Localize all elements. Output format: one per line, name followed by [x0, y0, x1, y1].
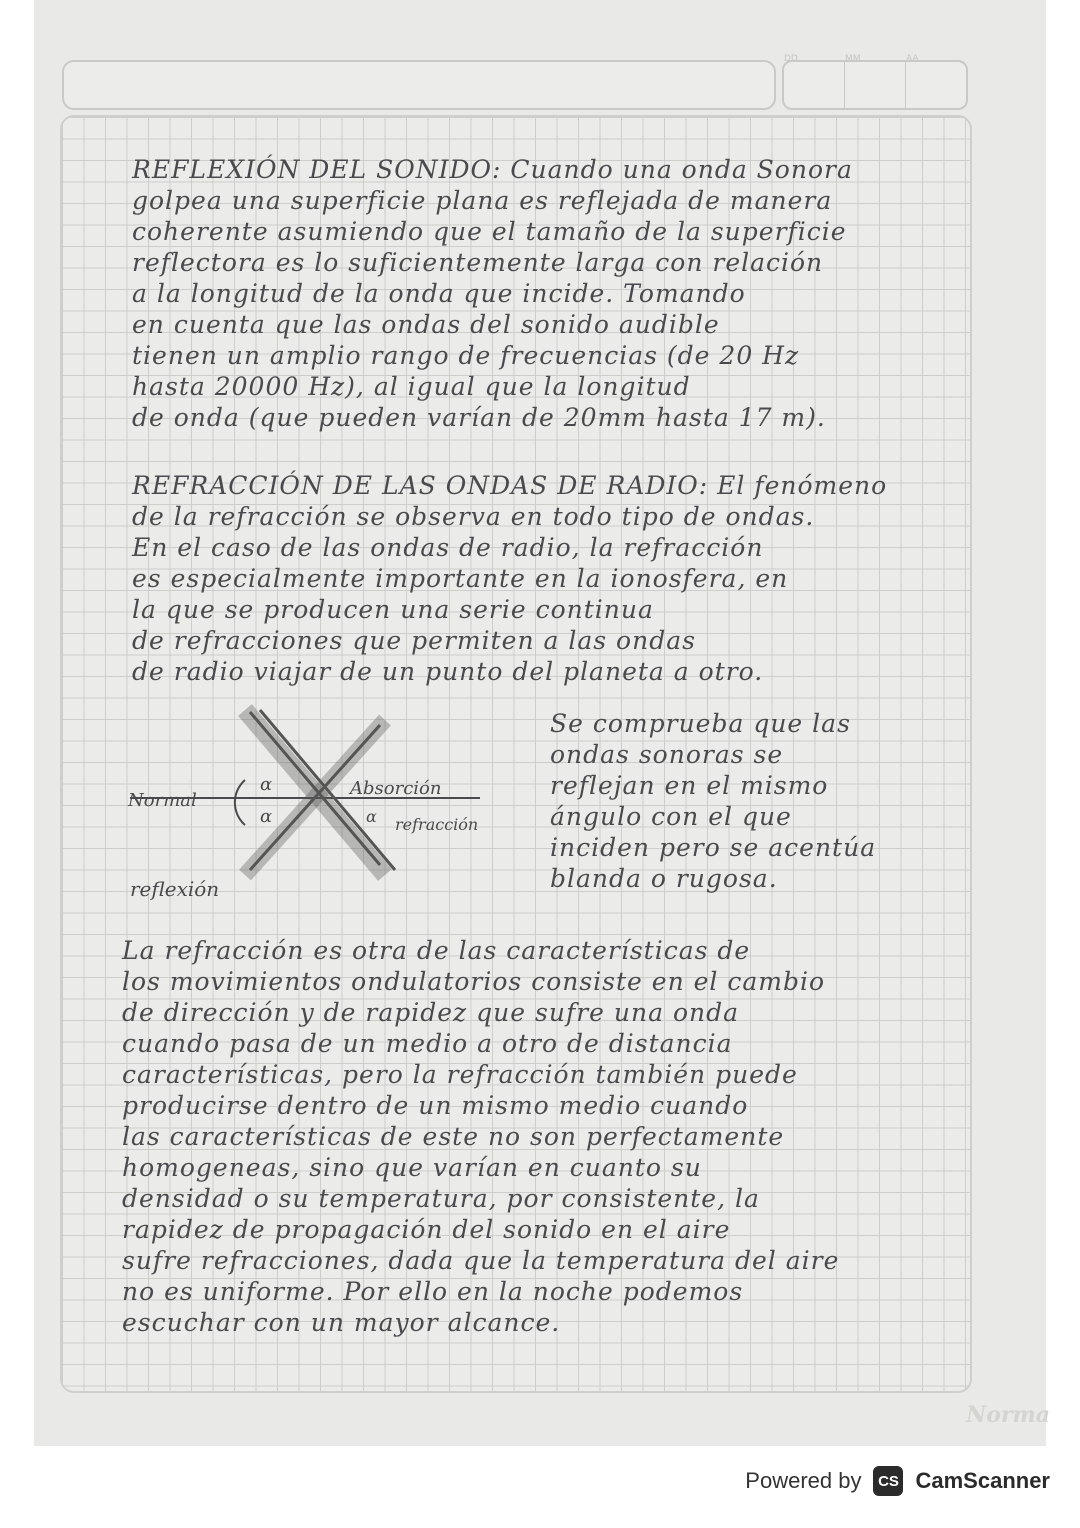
text-line: golpea una superficie plana es reflejada de manera — [132, 186, 833, 215]
paragraph-reflexion-sonido — [132, 154, 962, 433]
text-line: Se comprueba que las — [550, 709, 851, 738]
text-line: ángulo con el que — [550, 802, 792, 831]
date-year-label: AA — [906, 54, 919, 64]
camscanner-icon: CS — [873, 1466, 903, 1496]
powered-by-label: Powered by — [745, 1468, 862, 1493]
text-line: rapidez de propagación del sonido en el aire — [122, 1215, 731, 1244]
title-field — [62, 60, 776, 110]
text-line: coherente asumiendo que el tamaño de la superficie — [132, 217, 847, 246]
text-line: en cuenta que las ondas del sonido audible — [132, 310, 720, 339]
date-day-box — [784, 54, 845, 108]
text-line: de la refracción se observa en todo tipo de ondas. — [132, 502, 815, 531]
text-line: hasta 20000 Hz), al igual que la longitud — [132, 372, 691, 401]
normal-label: Normal — [128, 790, 197, 811]
text-line: características, pero la refracción también puede — [122, 1060, 798, 1089]
text-line: ondas sonoras se — [550, 740, 784, 769]
text-line: es especialmente importante en la ionosfera, en — [132, 564, 789, 593]
text-line: escuchar con un mayor alcance. — [122, 1308, 561, 1337]
text-line: inciden pero se acentúa — [550, 833, 877, 862]
angle-arc — [235, 780, 245, 825]
date-day-label: DD — [784, 54, 798, 64]
text-line: sufre refracciones, dada que la temperatura del aire — [122, 1246, 840, 1275]
notebook-brand-logo: Norma — [966, 1402, 1050, 1428]
reflection-diagram — [110, 700, 530, 910]
angle-symbol-top: α — [260, 774, 273, 795]
text-line: reflectora es lo suficientemente larga con relación — [132, 248, 824, 277]
text-line: La refracción es otra de las características de — [122, 936, 751, 965]
text-line: reflejan en el mismo — [550, 771, 829, 800]
text-line: En el caso de las ondas de radio, la refracción — [132, 533, 764, 562]
camscanner-name: CamScanner — [915, 1468, 1050, 1493]
angle-symbol-bottom: α — [260, 806, 273, 827]
text-line: REFRACCIÓN DE LAS ONDAS DE RADIO: El fenómeno — [132, 471, 888, 500]
reflection-label: reflexión — [130, 877, 220, 901]
date-field — [782, 54, 968, 110]
text-line: los movimientos ondulatorios consiste en el cambio — [122, 967, 826, 996]
absorption-label: Absorción — [350, 778, 442, 799]
refraction-label: refracción — [395, 815, 479, 834]
text-line: de dirección y de rapidez que sufre una onda — [122, 998, 740, 1027]
date-month-label: MM — [845, 54, 861, 64]
date-year-box — [906, 54, 966, 108]
text-line: la que se producen una serie continua — [132, 595, 654, 624]
text-line: las características de este no son perfectamente — [122, 1122, 785, 1151]
text-line: no es uniforme. Por ello en la noche podemos — [122, 1277, 744, 1306]
text-line: blanda o rugosa. — [550, 864, 778, 893]
text-line: de onda (que pueden varían de 20mm hasta 17 m). — [132, 403, 826, 432]
camscanner-footer — [745, 1466, 1050, 1496]
paragraph-refraccion-radio — [132, 470, 962, 687]
paragraph-comprueba — [550, 708, 950, 894]
angle-symbol-right: α — [366, 807, 377, 826]
text-line: homogeneas, sino que varían en cuanto su — [122, 1153, 702, 1182]
date-month-box — [845, 54, 906, 108]
text-line: cuando pasa de un medio a otro de distancia — [122, 1029, 733, 1058]
paragraph-refraccion-movimientos — [122, 935, 962, 1338]
text-line: tienen un amplio rango de frecuencias (de 20 Hz — [132, 341, 800, 370]
text-line: REFLEXIÓN DEL SONIDO: Cuando una onda Sonora — [132, 155, 853, 184]
text-line: densidad o su temperatura, por consistente, la — [122, 1184, 760, 1213]
text-line: de refracciones que permiten a las ondas — [132, 626, 696, 655]
text-line: de radio viajar de un punto del planeta a otro. — [132, 657, 764, 686]
text-line: a la longitud de la onda que incide. Tomando — [132, 279, 746, 308]
text-line: producirse dentro de un mismo medio cuando — [122, 1091, 749, 1120]
